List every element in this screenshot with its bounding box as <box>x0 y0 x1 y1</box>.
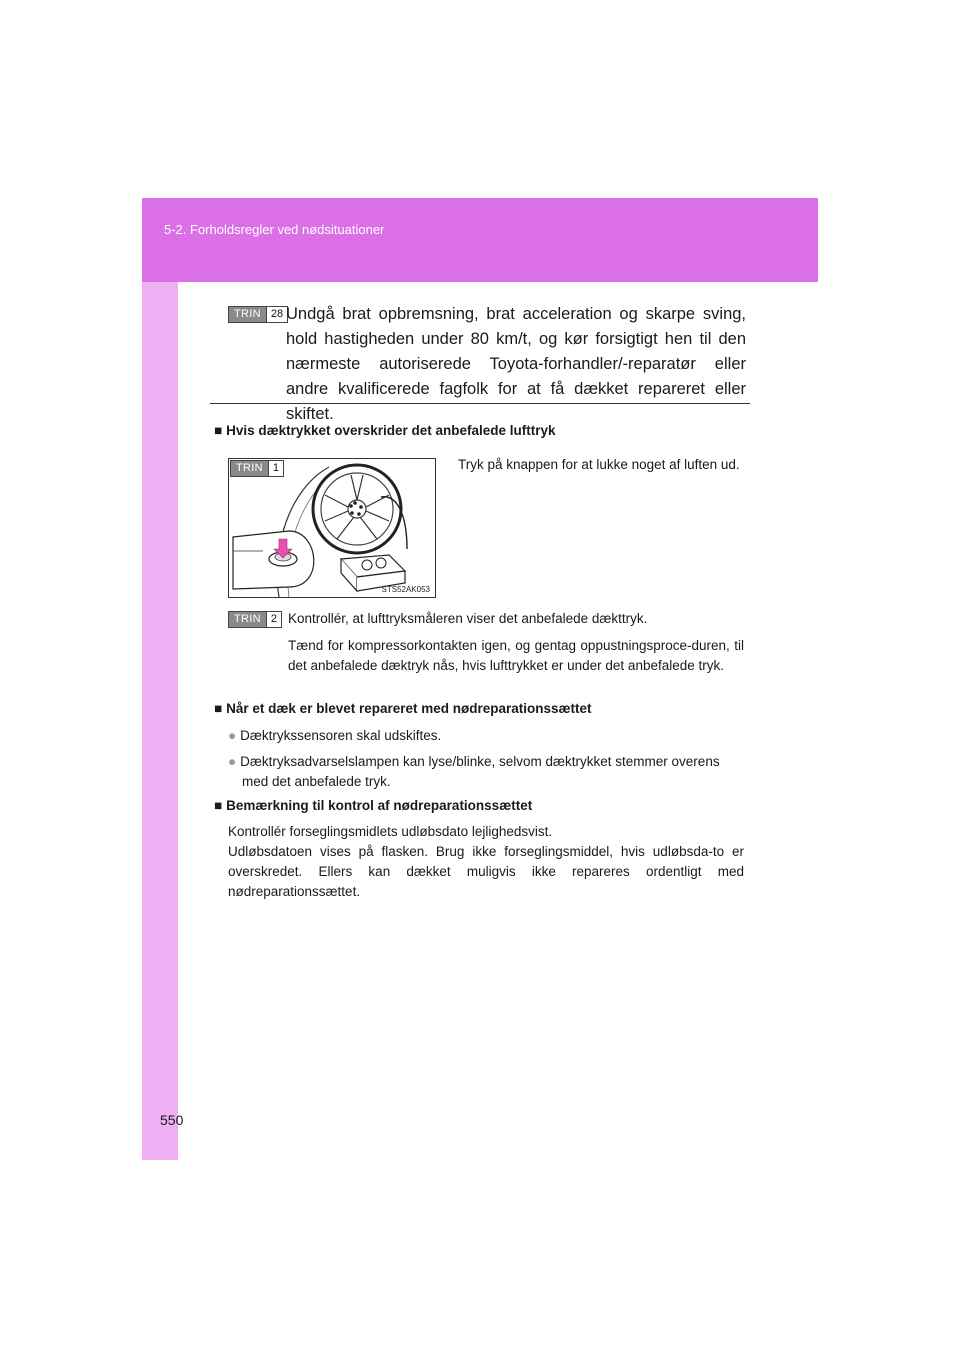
square-bullet-icon: ■ <box>214 701 223 716</box>
section-heading-text: Bemærkning til kontrol af nødreparationssættet <box>226 798 533 813</box>
step-2-note: Tænd for kompressorkontakten igen, og gentag oppustningsproce-duren, til det anbefalede dæktryk nås, hvis lufttrykket er under det anbefalede tryk. <box>288 638 744 673</box>
step-28-text: Undgå brat opbremsning, brat acceleration og skarpe sving, hold hastigheden under 80 km/t, og kør forsigtigt hen til den nærmeste autoriserede Toyota-forhandler/-reparatør eller andre kvalificerede fagfolk for at få dækket repareret eller skiftet. <box>286 305 746 423</box>
list-item-text: Dæktrykssensoren skal udskiftes. <box>240 728 442 743</box>
page-number: 550 <box>160 1112 184 1128</box>
section-heading-overpressure <box>214 423 556 438</box>
step-badge-number: 2 <box>266 612 281 627</box>
page-sidebar <box>142 198 178 1160</box>
note-paragraph-2: Udløbsdatoen vises på flasken. Brug ikke forseglingsmiddel, hvis udløbsda-to er overskredet. Ellers kan dækket muligvis ikke repareres ordentligt med nødreparationssættet. <box>228 844 744 899</box>
list-item <box>228 752 748 792</box>
step-badge-28 <box>228 306 288 323</box>
step-2-text: Kontrollér, at lufttryksmåleren viser det anbefalede dækttryk. <box>288 611 648 626</box>
step-badge-2 <box>228 611 282 628</box>
list-item-text: Dæktryksadvarselslampen kan lyse/blinke, selvom dæktrykket stemmer overens med det anbefalede tryk. <box>240 754 720 789</box>
section-heading-text: Hvis dæktrykket overskrider det anbefalede lufttryk <box>226 423 556 438</box>
section-heading-repaired <box>214 701 592 716</box>
round-bullet-icon: ● <box>228 754 237 769</box>
step-badge-label: TRIN <box>229 307 266 322</box>
step-badge-label: TRIN <box>229 612 266 627</box>
step-badge-number: 1 <box>268 461 283 476</box>
step-1-text: Tryk på knappen for at lukke noget af luften ud. <box>458 457 740 472</box>
square-bullet-icon: ■ <box>214 423 223 438</box>
section-heading-note <box>214 798 532 813</box>
section-title: 5-2. Forholdsregler ved nødsituationer <box>164 222 385 237</box>
section-header-bar <box>142 198 818 282</box>
tire-compressor-drawing <box>229 459 435 597</box>
list-item <box>228 726 748 746</box>
figure-code: STS52AK053 <box>381 585 430 594</box>
step-badge-number: 28 <box>266 307 287 322</box>
section-divider <box>210 403 750 404</box>
section-heading-text: Når et dæk er blevet repareret med nødreparationssættet <box>226 701 592 716</box>
compressor-illustration <box>228 458 436 598</box>
step-badge-label: TRIN <box>231 461 268 476</box>
round-bullet-icon: ● <box>228 728 237 743</box>
figure-step-badge <box>230 460 284 477</box>
square-bullet-icon: ■ <box>214 798 223 813</box>
note-paragraph-1: Kontrollér forseglingsmidlets udløbsdato lejlighedsvist. <box>228 824 553 839</box>
